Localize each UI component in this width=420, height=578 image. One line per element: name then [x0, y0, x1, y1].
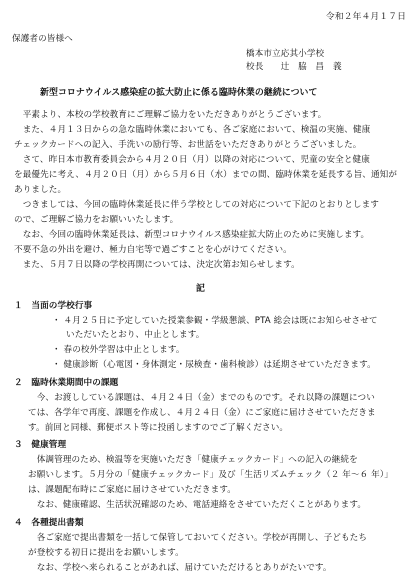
section-line: は、課題配布時にご家庭に届けさせていただきます。 [28, 485, 236, 495]
section-line: いただいたとおり、中止とします。 [66, 330, 205, 340]
intro-line: ので、ご理解ご協力をお願いいたします。 [14, 215, 179, 225]
intro-line: さて、昨日本市教育委員会から４月２０日（月）以降の対応について、児童の安全と健康 [14, 155, 370, 165]
section-heading: １ 当面の学校行事 [14, 301, 93, 311]
section-line: お願いします。５月分の「健康チェックカード」及び「生活リズムチェック（２ 年～６ 年）」 [28, 470, 393, 480]
ki-heading: 記 [196, 284, 205, 294]
document-title: 新型コロナウイルス感染症の拡大防止に係る臨時休業の継続について [40, 88, 318, 98]
section-line: ・ 春の校外学習は中止とします。 [52, 345, 185, 355]
intro-line: つきましては、今回の臨時休業延長に伴う学校としての対応について下記のとおりとします [14, 200, 379, 210]
section-line: ・ 健康診断（心電図・身体測定・尿検査・歯科検診）は延期させていただきます。 [52, 360, 376, 370]
section-heading: ４ 各種提出書類 [14, 518, 84, 528]
addressee: 保護者の皆様へ [12, 34, 73, 44]
issue-date: 令和２年４月１７日 [325, 12, 406, 22]
section-heading: ２ 臨時休業期間中の課題 [14, 378, 119, 388]
intro-line: チェックカードへの記入、手洗いの励行等、お世話をいただきありがとうございました。 [14, 140, 362, 150]
intro-line: 不要不急の外出を避け、極力自宅等で過ごすことを心がけてください。 [14, 245, 292, 255]
section-line: す。前回と同様、郵便ポスト等に投函しますのでご了解ください。 [28, 423, 289, 433]
section-line: ては、各学年で再度、課題を作成し、４月２４日（金）にご家庭に届けさせていただきま [28, 408, 376, 418]
school-name: 橋本市立応其小学校 [246, 49, 325, 59]
section-line: 体調管理のため、検温等を実施いただき「健康チェックカード」への記入の継続を [28, 455, 358, 465]
intro-line: また、４月１３日からの急な臨時休業においても、各ご家庭において、検温の実施、健康 [14, 125, 371, 135]
intro-line: ありました。 [14, 185, 67, 195]
principal-name: 校長 辻 脇 昌 義 [246, 62, 342, 72]
section-line: なお、健康確認、生活状況確認のため、電話連絡をさせていただくことがあります。 [28, 500, 367, 510]
intro-line: 平素より、本校の学校教育にご理解ご協力をいただきありがとうございます。 [14, 110, 327, 120]
intro-line: を最優先に考え、４月２０日（月）から５月６日（水）までの間、臨時休業を延長する旨、通知が [14, 170, 398, 180]
section-line: が登校する初日に提出をお願いします。 [28, 548, 184, 558]
intro-line: また、５月７日以降の学校再開については、決定次第お知らせします。 [14, 260, 300, 270]
section-line: 各ご家庭で提出書類を一括して保管しておいてください。学校が再開し、子どもたち [28, 533, 368, 543]
section-heading: ３ 健康管理 [14, 440, 67, 450]
section-line: 今、お渡ししている課題は、４月２４日（金）までのものです。それ以降の課題につい [28, 393, 375, 403]
section-line: ・ ４月２５日に予定していた授業参観・学級懇談、PTA 総会は既にお知らせさせて [52, 316, 378, 326]
section-line: なお、学校へ来られることがあれば、届けていただけるとありがたいです。 [28, 563, 332, 573]
intro-line: なお、今回の臨時休業延長は、新型コロナウイルス感染症拡大防止のために実施します。 [14, 230, 370, 240]
